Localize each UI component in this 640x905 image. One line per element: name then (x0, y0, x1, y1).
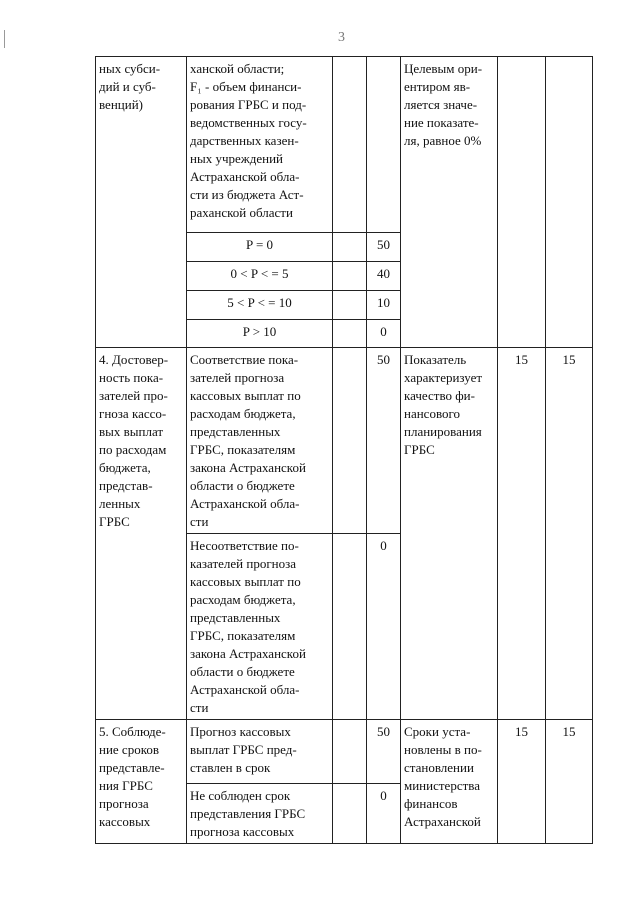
empty-cell (333, 262, 367, 291)
weight-cell (498, 57, 546, 348)
note-cell: Целевым ори- ентиром яв- ляется значе- ние показате- ля, равное 0% (401, 57, 498, 348)
points-cell: 0 (367, 784, 401, 844)
points-cell: 0 (367, 320, 401, 348)
weight-cell: 15 (498, 720, 546, 844)
note-cell: Показатель характеризует качество фи- нансового планирования ГРБС (401, 348, 498, 720)
points-cell: 50 (367, 233, 401, 262)
table-row (96, 57, 593, 233)
empty-cell (333, 233, 367, 262)
empty-cell (333, 291, 367, 320)
criterion-cell: 5 < P < = 10 (187, 291, 333, 320)
table-row (96, 720, 593, 784)
empty-cell (333, 720, 367, 784)
points-cell (367, 57, 401, 233)
criterion-cell: P = 0 (187, 233, 333, 262)
criterion-cell: ханской области; F₁ - объем финанси- рования ГРБС и под- ведомственных госу- дарственных казен- ных учреждений Астраханской обла- сти из бюджета Аст- раханской области (187, 57, 333, 233)
indicator-cell: 4. Достовер- ность пока- зателей про- гноза кассо- вых выплат по расходам бюджета, представ- ленных ГРБС (96, 348, 187, 720)
empty-cell (333, 320, 367, 348)
empty-cell (333, 784, 367, 844)
weight-cell: 15 (498, 348, 546, 720)
criterion-cell: Не соблюден срок представления ГРБС прогноза кассовых (187, 784, 333, 844)
criterion-cell: Несоответствие по- казателей прогноза кассовых выплат по расходам бюджета, представленных ГРБС, показателям закона Астраханской области о бюджете Астраханской обла- сти (187, 534, 333, 720)
points-cell: 0 (367, 534, 401, 720)
criterion-cell: 0 < P < = 5 (187, 262, 333, 291)
criterion-cell: Соответствие пока- зателей прогноза кассовых выплат по расходам бюджета, представленных ГРБС, показателям закона Астраханской области о бюджете Астраханской обла- сти (187, 348, 333, 534)
criterion-cell: Прогноз кассовых выплат ГРБС пред- ставлен в срок (187, 720, 333, 784)
points-cell: 50 (367, 720, 401, 784)
empty-cell (333, 57, 367, 233)
max-cell: 15 (546, 348, 593, 720)
page-number: 3 (338, 30, 345, 45)
table-row (96, 348, 593, 534)
empty-cell (333, 348, 367, 534)
scan-edge-mark (4, 30, 5, 48)
note-cell: Сроки уста- новлены в по- становлении министерства финансов Астраханской (401, 720, 498, 844)
criteria-table (95, 56, 593, 844)
points-cell: 40 (367, 262, 401, 291)
max-cell (546, 57, 593, 348)
criterion-cell: P > 10 (187, 320, 333, 348)
indicator-cell: ных субси- дий и суб- венций) (96, 57, 187, 348)
points-cell: 50 (367, 348, 401, 534)
points-cell: 10 (367, 291, 401, 320)
indicator-cell: 5. Соблюде- ние сроков представле- ния ГРБС прогноза кассовых (96, 720, 187, 844)
empty-cell (333, 534, 367, 720)
max-cell: 15 (546, 720, 593, 844)
